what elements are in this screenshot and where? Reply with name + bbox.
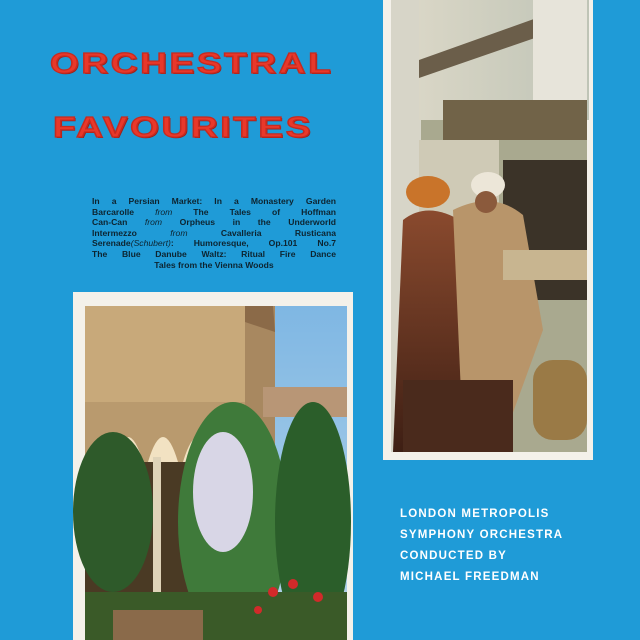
- track-line: Serenade(Schubert): Humoresque, Op.101 No.7: [92, 238, 336, 249]
- conducted-by-label: CONDUCTED BY: [400, 550, 508, 562]
- conductor-name: MICHAEL FREEDMAN: [400, 571, 540, 583]
- track-line: Tales from the Vienna Woods: [154, 259, 274, 270]
- tracklist: [92, 196, 336, 270]
- credits: [400, 504, 563, 588]
- orchestra-name-line-1: LONDON METROPOLIS: [400, 508, 550, 520]
- garden-courtyard-photo: [73, 292, 353, 640]
- track-line: Intermezzo from Cavalleria Rusticana: [92, 227, 336, 238]
- market-scene-photo: [383, 0, 593, 460]
- track-line: The Blue Danube Waltz: Ritual Fire Dance: [92, 248, 336, 259]
- track-line: Barcarolle from The Tales of Hoffman: [92, 206, 336, 217]
- garden-courtyard-image: [73, 292, 353, 640]
- track-line: Can-Can from Orpheus in the Underworld: [92, 217, 336, 228]
- track-line: In a Persian Market: In a Monastery Garden: [92, 196, 336, 206]
- market-scene-image: [383, 0, 593, 460]
- title-line-2: FAVOURITES: [53, 112, 314, 144]
- title-line-1: ORCHESTRAL: [50, 48, 334, 80]
- orchestra-name-line-2: SYMPHONY ORCHESTRA: [400, 529, 564, 541]
